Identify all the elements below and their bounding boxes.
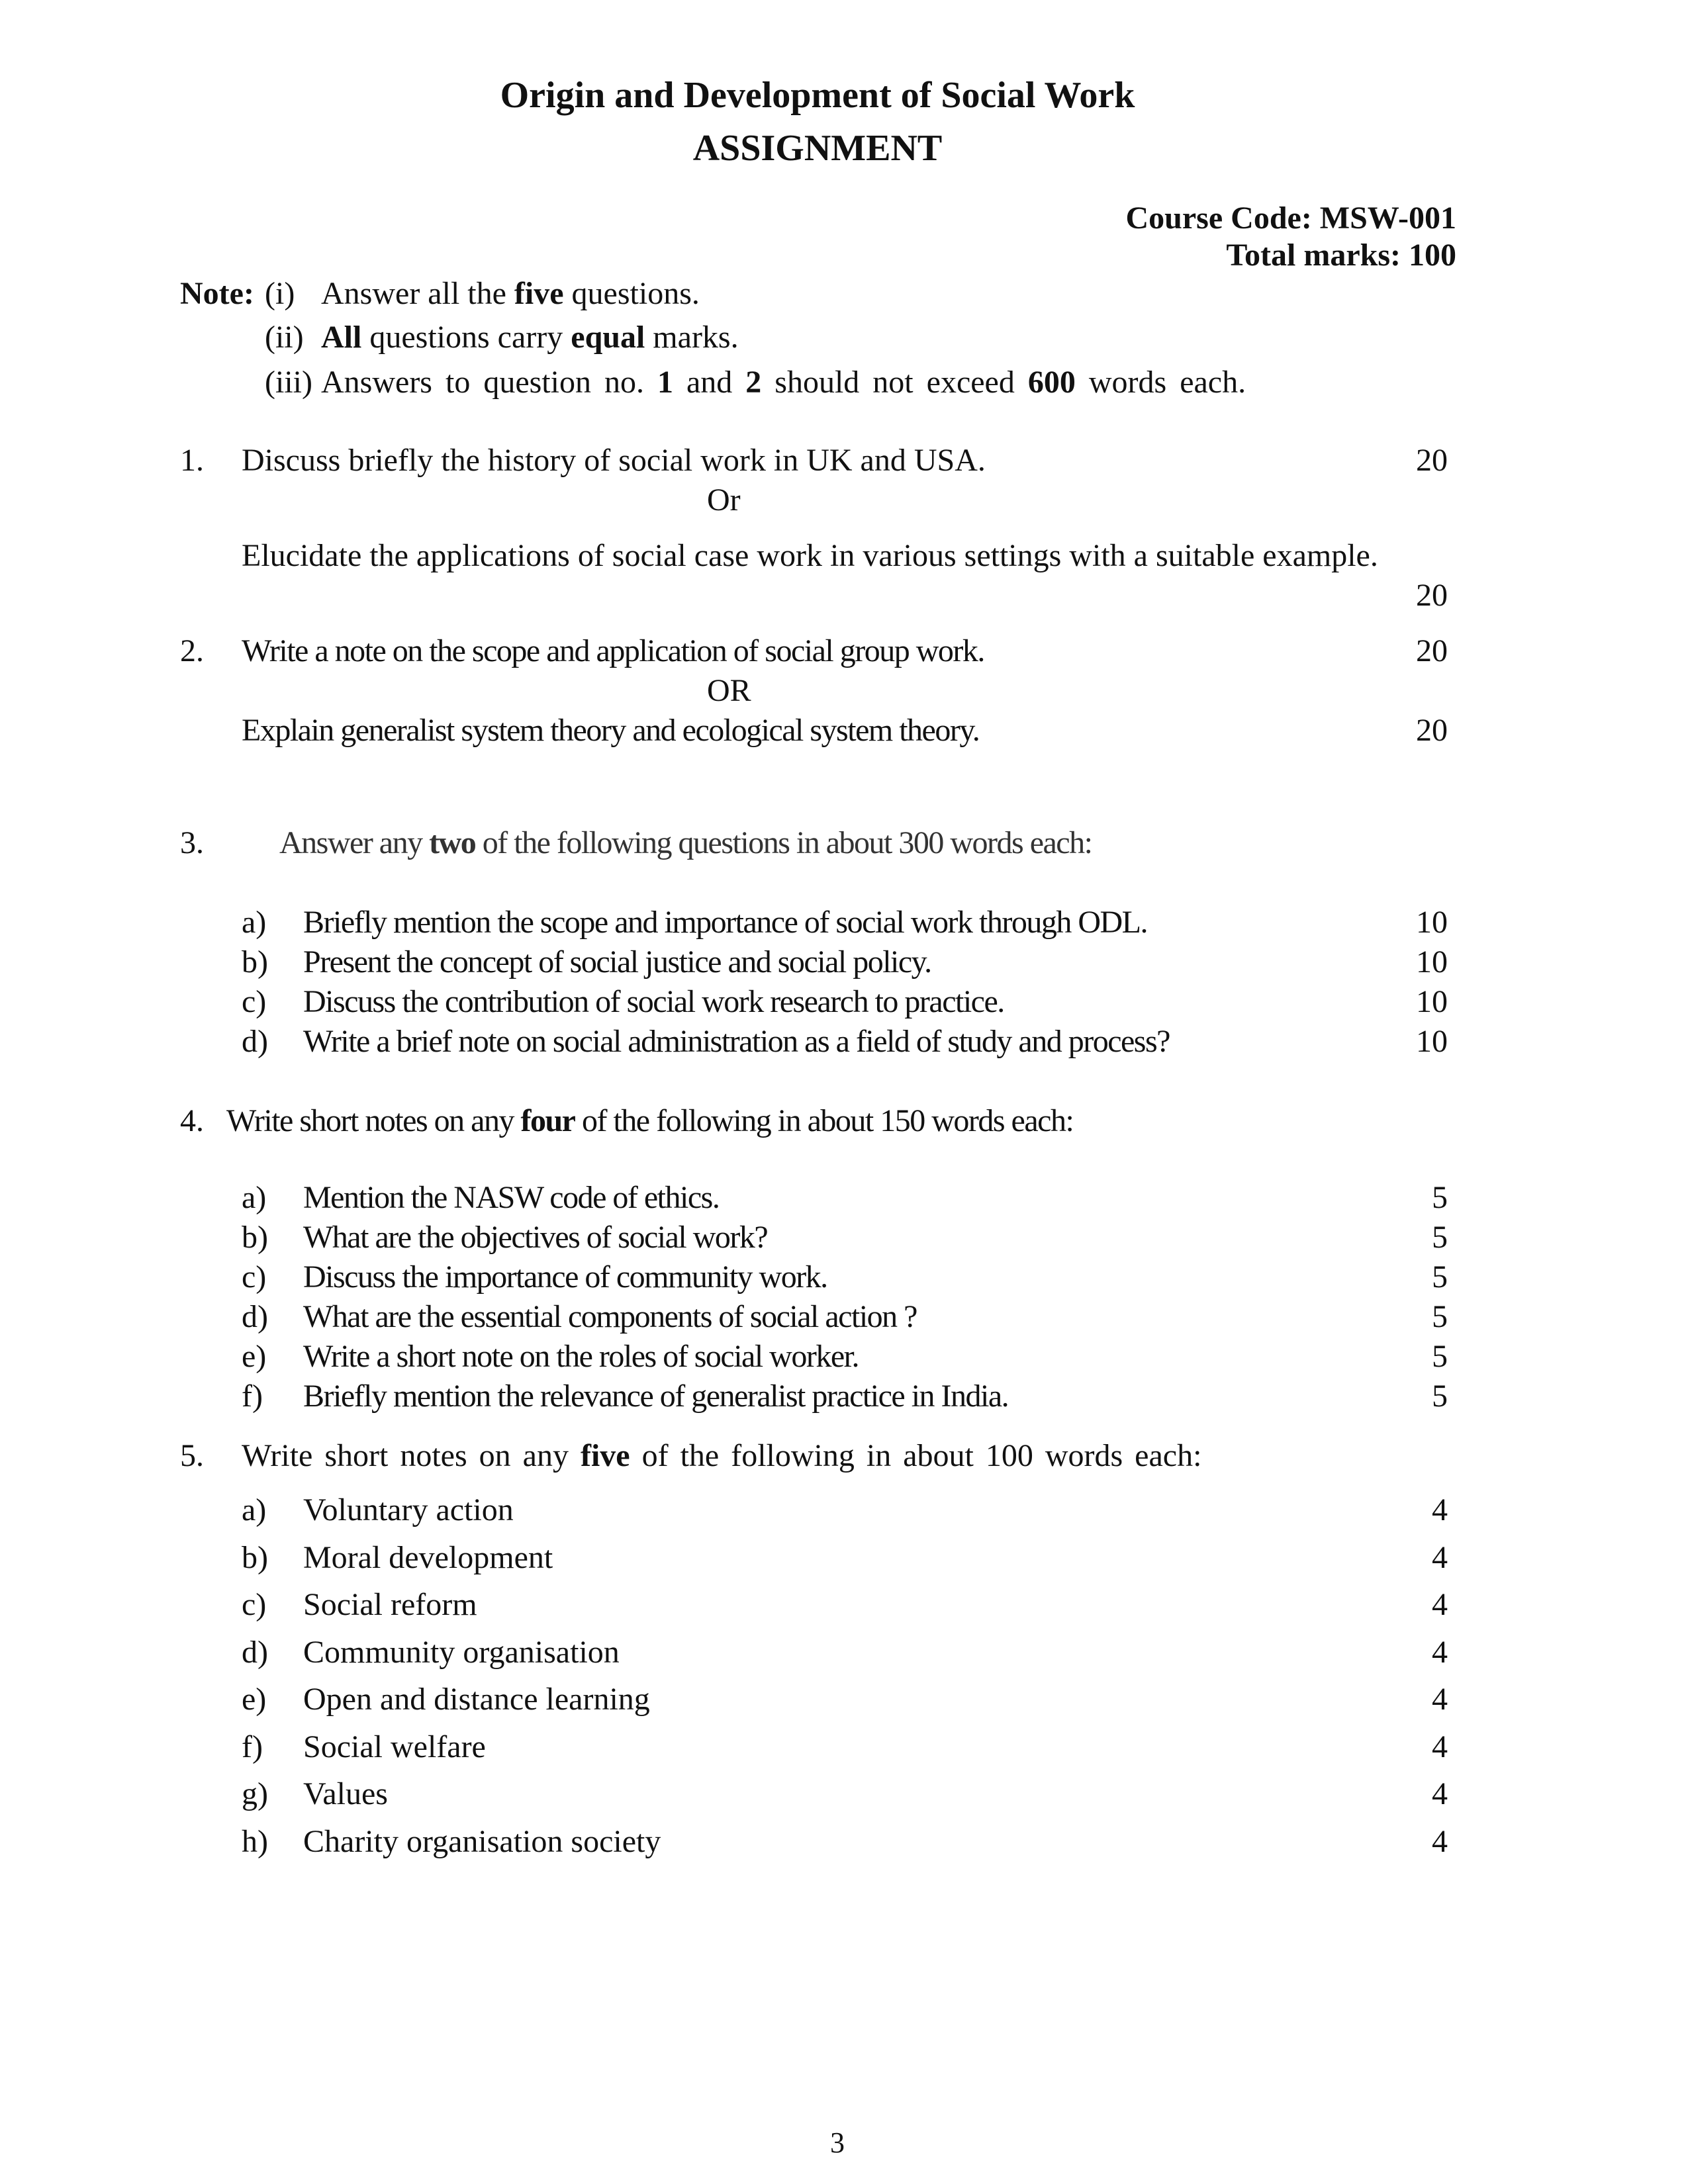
item-label: c): [242, 1587, 267, 1622]
item-marks: 4: [1432, 1682, 1448, 1717]
item-marks: 5: [1432, 1379, 1448, 1414]
item-marks: 4: [1432, 1823, 1448, 1859]
question-1-marks: 20: [1416, 443, 1448, 478]
item-text: Mention the NASW code of ethics.: [303, 1180, 720, 1215]
item-marks: 4: [1432, 1492, 1448, 1527]
question-5-text: Write short notes on any five of the following in about 100 words each:: [242, 1438, 1202, 1473]
item-label: b): [242, 1539, 268, 1575]
item-label: f): [242, 1379, 263, 1414]
question-2-alt-text: Explain generalist system theory and ecological system theory.: [242, 713, 980, 748]
item-marks: 4: [1432, 1634, 1448, 1670]
question-2-alt-marks: 20: [1416, 713, 1448, 748]
item-text: Charity organisation society: [303, 1823, 661, 1859]
item-marks: 4: [1432, 1539, 1448, 1575]
question-3-number: 3.: [180, 825, 204, 860]
question-2-text: Write a note on the scope and application of social group work.: [242, 633, 984, 668]
item-marks: 5: [1432, 1299, 1448, 1334]
item-label: a): [242, 1180, 267, 1215]
note-item-3: (iii): [265, 365, 312, 400]
page-number: 3: [830, 2126, 845, 2159]
item-label: h): [242, 1823, 268, 1859]
item-label: g): [242, 1776, 268, 1811]
item-text: Discuss the contribution of social work research to practice.: [303, 984, 1004, 1019]
note-item-1-text: Answer all the five questions.: [321, 276, 700, 311]
question-1-text: Discuss briefly the history of social work in UK and USA.: [242, 443, 986, 478]
note-item-2-text: All questions carry equal marks.: [321, 320, 739, 355]
item-label: b): [242, 1220, 268, 1255]
item-marks: 5: [1432, 1339, 1448, 1374]
item-text: Moral development: [303, 1539, 553, 1575]
document-title: Origin and Development of Social Work: [500, 75, 1135, 116]
item-text: Social reform: [303, 1587, 477, 1622]
item-marks: 5: [1432, 1180, 1448, 1215]
total-marks: Total marks: 100: [1226, 238, 1456, 273]
item-label: d): [242, 1299, 268, 1334]
item-label: d): [242, 1024, 268, 1059]
question-3-text: Answer any two of the following questions in about 300 words each:: [279, 825, 1092, 860]
item-text: Discuss the importance of community work.: [303, 1259, 827, 1295]
item-label: c): [242, 1259, 267, 1295]
note-item-3-text: Answers to question no. 1 and 2 should not exceed 600 words each.: [321, 365, 1246, 400]
item-text: Present the concept of social justice and social policy.: [303, 944, 931, 979]
item-marks: 5: [1432, 1220, 1448, 1255]
item-text: What are the essential components of social action ?: [303, 1299, 917, 1334]
item-marks: 4: [1432, 1776, 1448, 1811]
note-label: Note:: [180, 276, 254, 311]
item-marks: 10: [1416, 1024, 1448, 1059]
question-4-number: 4.: [180, 1103, 204, 1138]
question-2-marks: 20: [1416, 633, 1448, 668]
item-label: a): [242, 1492, 267, 1527]
item-text: Values: [303, 1776, 388, 1811]
item-label: e): [242, 1682, 267, 1717]
item-marks: 10: [1416, 984, 1448, 1019]
note-item-1: (i): [265, 276, 295, 311]
item-label: e): [242, 1339, 267, 1374]
item-text: Social welfare: [303, 1729, 486, 1764]
question-1-number: 1.: [180, 443, 204, 478]
item-text: Write a short note on the roles of social worker.: [303, 1339, 859, 1374]
item-label: d): [242, 1634, 268, 1670]
item-marks: 10: [1416, 905, 1448, 940]
item-label: a): [242, 905, 267, 940]
item-text: Write a brief note on social administration as a field of study and process?: [303, 1024, 1170, 1059]
question-4-text: Write short notes on any four of the following in about 150 words each:: [226, 1103, 1074, 1138]
question-5-number: 5.: [180, 1438, 204, 1473]
item-label: c): [242, 984, 267, 1019]
item-marks: 10: [1416, 944, 1448, 979]
item-text: Community organisation: [303, 1634, 620, 1670]
item-marks: 5: [1432, 1259, 1448, 1295]
item-text: Voluntary action: [303, 1492, 514, 1527]
document-subtitle: ASSIGNMENT: [692, 128, 943, 169]
note-item-2: (ii): [265, 320, 304, 355]
item-marks: 4: [1432, 1587, 1448, 1622]
question-2-or: OR: [707, 673, 751, 708]
item-label: b): [242, 944, 268, 979]
question-1-alt-text: Elucidate the applications of social case work in various settings with a suitable example.: [242, 538, 1378, 573]
item-text: Briefly mention the scope and importance of social work through ODL.: [303, 905, 1147, 940]
course-code: Course Code: MSW-001: [1125, 201, 1456, 236]
item-text: What are the objectives of social work?: [303, 1220, 768, 1255]
item-label: f): [242, 1729, 263, 1764]
item-marks: 4: [1432, 1729, 1448, 1764]
item-text: Open and distance learning: [303, 1682, 650, 1717]
question-1-alt-marks: 20: [1416, 578, 1448, 613]
question-2-number: 2.: [180, 633, 204, 668]
question-1-or: Or: [707, 482, 741, 518]
item-text: Briefly mention the relevance of generalist practice in India.: [303, 1379, 1009, 1414]
note-block: [180, 275, 254, 312]
